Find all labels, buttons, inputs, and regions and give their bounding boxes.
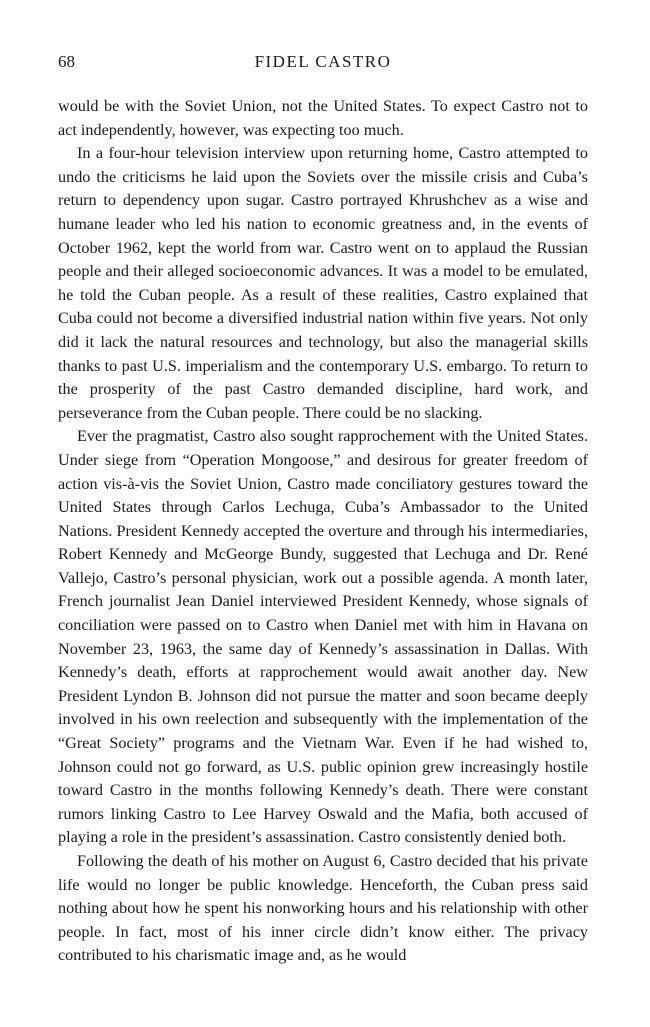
running-title: FIDEL CASTRO xyxy=(254,52,392,71)
page-number: 68 xyxy=(58,52,75,71)
running-header xyxy=(58,52,588,80)
paragraph: Following the death of his mother on August 6, Castro decided that his private life would no longer be public knowledge. Henceforth, the Cuban press said nothing about how he spent his nonworking hours and his relationship with other people. In fact, most of his inner circle didn’t know either. The privacy contributed to his charismatic image and, as he would xyxy=(58,852,588,965)
body-text xyxy=(58,95,588,968)
book-page xyxy=(58,0,588,968)
paragraph-continued: would be with the Soviet Union, not the United States. To expect Castro not to act independently, however, was expecting too much. xyxy=(58,97,588,139)
paragraph: In a four-hour television interview upon returning home, Castro attempted to undo the criticisms he laid upon the Soviets over the missile crisis and Cuba’s return to dependency upon sugar. Castro portrayed Khrushchev as a wise and humane leader who led his nation to economic greatness and, in the events of October 1962, kept the world from war. Castro went on to applaud the Russian people and their alleged socioeconomic advances. It was a model to be emulated, he told the Cuban people. As a result of these realities, Castro explained that Cuba could not become a diversified industrial nation within five years. Not only did it lack the natural resources and technology, but also the managerial skills thanks to past U.S. imperialism and the contemporary U.S. embargo. To return to the prosperity of the past Castro demanded discipline, hard work, and perseverance from the Cuban people. There could be no slacking. xyxy=(58,144,588,422)
paragraph: Ever the pragmatist, Castro also sought rapprochement with the United States. Under siege from “Operation Mongoose,” and desirous for greater freedom of action vis-à-vis the Soviet Union, Castro made conciliatory gestures toward the United States through Carlos Lechuga, Cuba’s Ambassador to the United Nations. President Kennedy accepted the overture and through his intermediaries, Robert Kennedy and McGeorge Bundy, suggested that Lechuga and Dr. René Vallejo, Castro’s personal physician, work out a possible agenda. A month later, French journalist Jean Daniel interviewed President Kennedy, whose signals of conciliation were passed on to Castro when Daniel met with him in Havana on November 23, 1963, the same day of Kennedy’s assassination in Dallas. With Kennedy’s death, efforts at rapprochement would await another day. New President Lyndon B. Johnson did not pursue the matter and soon became deeply involved in his own reelection and subsequently with the implementation of the “Great Society” programs and the Vietnam War. Even if he had wished to, Johnson could not go forward, as U.S. public opinion grew increasingly hostile toward Castro in the months following Kennedy’s death. There were constant rumors linking Castro to Lee Harvey Oswald and the Mafia, both accused of playing a role in the president’s assassination. Castro consistently denied both. xyxy=(58,427,588,847)
